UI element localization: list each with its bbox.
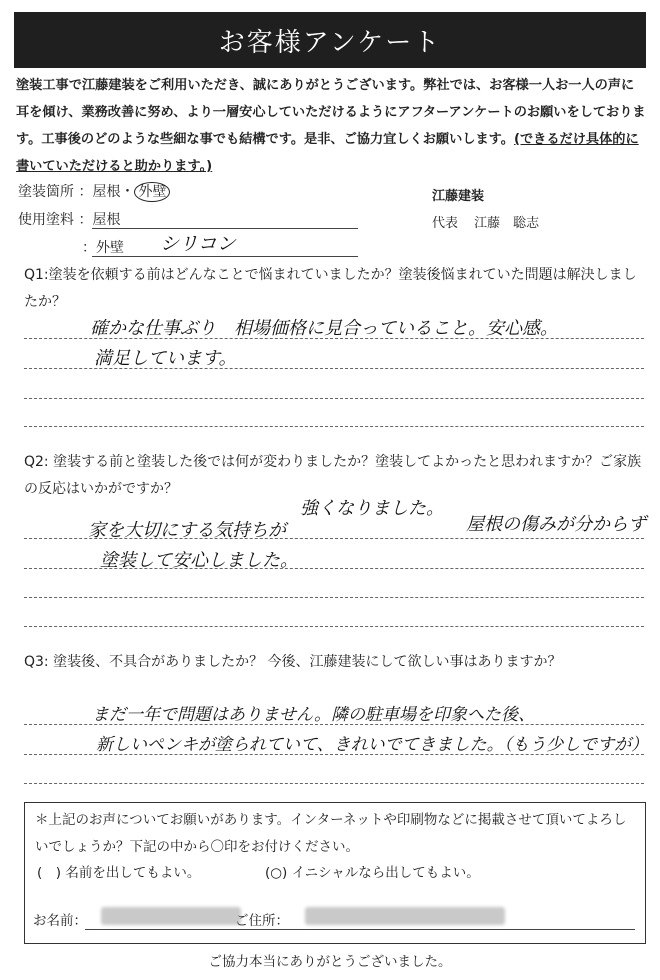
customer-name-label: お名前：	[33, 913, 87, 929]
q1-line-3	[24, 398, 644, 399]
consent-text: ＊上記のお声についてお願いがあります。インターネットや印刷物などに掲載させて頂いてよろしいでしょうか？下記の中から〇印をお付けください。	[35, 812, 627, 855]
paint-label: 使用塗料	[18, 212, 74, 228]
publish-consent-box	[24, 802, 646, 944]
footer-thanks: ご協力本当にありがとうございました。	[208, 954, 452, 970]
location-selected: 外壁	[134, 182, 170, 202]
q1-answer-line1: 確かな仕事ぶり 相場価格に見合っていること。安心感。	[90, 318, 558, 339]
page-title: お客様アンケート	[14, 12, 646, 68]
name-address-line	[85, 929, 635, 930]
q2-line-2	[24, 568, 644, 569]
location-row	[18, 181, 170, 202]
intro-text	[16, 72, 646, 180]
q2-answer-b: 家を大切にする気持ちが	[88, 520, 286, 541]
customer-address-redacted	[305, 907, 505, 925]
q3-answer-line2: 新しいペンキが塗られていて、きれいでてきました。（もう少しですが）	[96, 735, 649, 755]
q1-line-4	[24, 426, 644, 427]
rep-title: 代表	[432, 216, 459, 231]
q1-line-2	[24, 368, 644, 369]
q3-question: Q3: 塗装後、不具合がありましたか？ 今後、江藤建装にして欲しい事はありますか？	[24, 654, 562, 670]
location-label: 塗装箇所	[18, 184, 74, 200]
paint-wall-line	[92, 256, 358, 257]
paint-wall-value: シリコン	[160, 233, 236, 255]
location-options: ：屋根・	[78, 184, 135, 200]
q1-line-1	[24, 338, 644, 339]
q3-line-1	[24, 724, 644, 725]
q2-answer-c: 屋根の傷みが分からず	[466, 514, 646, 535]
customer-address-label: ご住所：	[235, 913, 289, 929]
q3-answer-line1: まだ一年で問題はありません。隣の駐車場を印象へた後、	[92, 705, 536, 725]
consent-option-name[interactable]: ( ) 名前を出してもよい。	[37, 865, 201, 881]
paint-row	[18, 209, 120, 229]
customer-name-redacted	[101, 907, 241, 925]
q2-question: Q2: 塗装する前と塗装した後では何が変わりましたか？塗装してよかったと思われますか？ご家族の反応はいかがですか？	[24, 454, 642, 497]
q1-question: Q1:塗装を依頼する前はどんなことで悩まれていましたか？塗装後悩まれていた問題は解決しましたか？	[24, 267, 637, 310]
q3-line-2	[24, 754, 644, 755]
intro-body: 塗装工事で江藤建装をご利用いただき、誠にありがとうございます。弊社では、お客様一人お一人の声に耳を傾け、業務改善に努め、より一層安心していただけるようにアフターアンケートのお願いをしております。工事後のどのような些細な事でも結構です。是非、ご協力宜しくお願いします。	[16, 78, 646, 147]
q2-answer-d: 塗装して安心しました。	[100, 550, 298, 571]
paint-roof-label: ：屋根	[78, 212, 121, 228]
q2-answer-a: 強くなりました。	[300, 498, 444, 519]
intro-emphasis: (できるだけ具体的に書いていただけると助かります。)	[16, 132, 639, 174]
q2-line-1	[24, 538, 644, 539]
q2-line-4	[24, 626, 644, 627]
q1-answer-line2: 満足しています。	[94, 348, 237, 369]
company-rep	[432, 212, 551, 231]
rep-name: 江藤 聡志	[474, 216, 540, 231]
paint-wall-label: ：外壁	[82, 240, 124, 256]
q2-line-3	[24, 597, 644, 598]
company-name: 江藤建装	[432, 189, 485, 204]
consent-option-initials[interactable]: (○) イニシャルなら出してもよい。	[265, 865, 480, 881]
q3-line-3	[24, 783, 644, 784]
